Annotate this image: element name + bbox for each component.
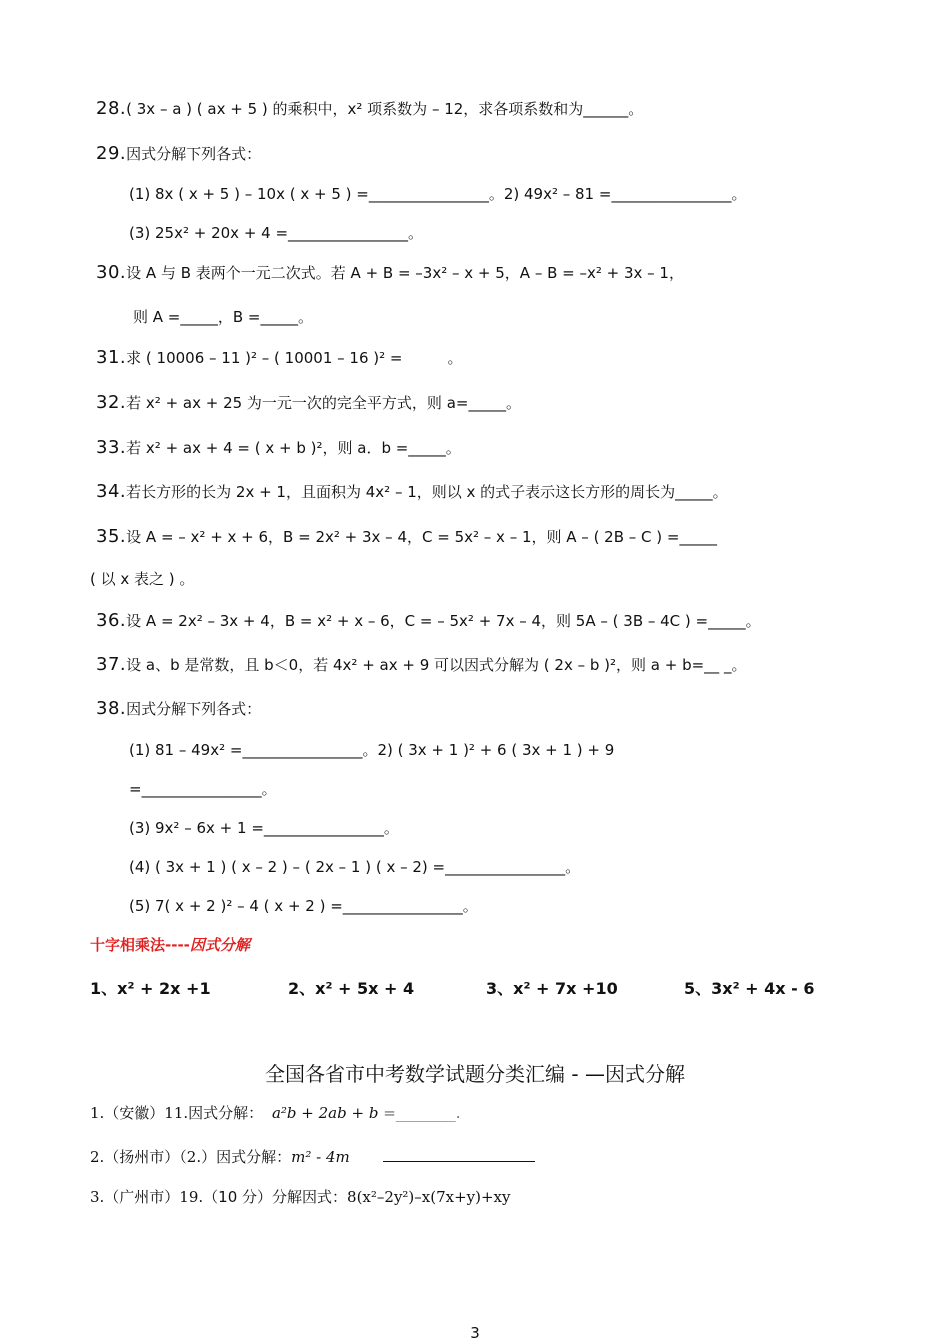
- cross-item-3: 3、x² + 7x +10: [486, 979, 618, 998]
- question-expression: a²b + 2ab + b: [271, 1104, 379, 1122]
- problem-text: 若长方形的长为 2x + 1，且面积为 4x² – 1，则以 x 的式子表示这长方形的周长为_____。: [126, 483, 728, 501]
- section-question-1: [90, 1102, 461, 1124]
- problem-number: 35.: [96, 526, 127, 547]
- problem-text: 因式分解下列各式：: [126, 700, 262, 718]
- problem-text: 若 x² + ax + 25 为一元一次的完全平方式，则 a=_____。: [126, 394, 521, 412]
- problem-text: 求 ( 10006 – 11 )² – ( 10001 – 16 )² = 。: [126, 349, 463, 367]
- problem-number: 36.: [96, 610, 127, 631]
- problem-text: 设 A = 2x² – 3x + 4，B = x² + x – 6，C = – 5x² + 7x – 4，则 5A – ( 3B – 4C ) =_____。: [126, 612, 761, 630]
- problem-33: [96, 437, 461, 459]
- section-question-3: [90, 1186, 511, 1208]
- problem-number: 34.: [96, 481, 127, 502]
- problem-number: 32.: [96, 392, 127, 413]
- question-blank: =________.: [383, 1104, 461, 1122]
- problem-text: 设 A = – x² + x + 6，B = 2x² + 3x – 4，C = 5x² – x – 1，则 A – ( 2B – C ) =_____: [126, 528, 717, 546]
- problem-38-sub-4: (4) ( 3x + 1 ) ( x – 2 ) – ( 2x – 1 ) ( x – 2) =________________。: [129, 858, 581, 876]
- problem-text: ( 3x – a ) ( ax + 5 ) 的乘积中，x² 项系数为 – 12，求各项系数和为______。: [126, 100, 644, 118]
- problem-29-sub-1: (1) 8x ( x + 5 ) – 10x ( x + 5 ) =________________。2) 49x² – 81 =________________。: [129, 185, 747, 203]
- problem-38-sub-5: (5) 7( x + 2 )² – 4 ( x + 2 ) =________________。: [129, 897, 478, 915]
- cross-heading-italic: 因式分解: [189, 936, 250, 954]
- problem-number: 28.: [96, 98, 127, 119]
- question-prefix: 1.（安徽）11.: [90, 1104, 189, 1122]
- question-text: 因式分解：: [216, 1148, 292, 1166]
- problem-31: [96, 347, 462, 369]
- problem-38-sub-3: (3) 9x² – 6x + 1 =________________。: [129, 819, 399, 837]
- problem-text: 因式分解下列各式：: [126, 145, 262, 163]
- problem-37: [96, 654, 746, 676]
- question-prefix: 3.（广州市）19.: [90, 1188, 204, 1206]
- cross-method-heading: [90, 934, 250, 956]
- problem-number: 30.: [96, 262, 127, 283]
- problem-35: [96, 526, 717, 548]
- cross-item-4: 5、3x² + 4x - 6: [684, 979, 815, 998]
- problem-29-sub-3: (3) 25x² + 20x + 4 =________________。: [129, 224, 424, 242]
- problem-30: [96, 262, 684, 284]
- problem-29: [96, 143, 261, 165]
- question-text: 因式分解：: [188, 1104, 264, 1122]
- problem-38: [96, 698, 261, 720]
- question-prefix: 2.（扬州市）（2.）: [90, 1148, 217, 1166]
- problem-30-line-2: 则 A =_____，B =_____。: [133, 308, 313, 326]
- problem-38-sub-1: (1) 81 – 49x² =________________。2) ( 3x + 1 )² + 6 ( 3x + 1 ) + 9: [129, 741, 615, 759]
- problem-text: 设 a、b 是常数，且 b＜0，若 4x² + ax + 9 可以因式分解为 ( 2x – b )²，则 a + b=__ _。: [126, 656, 747, 674]
- page-number: 3: [470, 1324, 480, 1342]
- cross-item-2: 2、x² + 5x + 4: [288, 979, 415, 998]
- problem-34: [96, 481, 728, 503]
- problem-text: 设 A 与 B 表两个一元二次式。若 A + B = –3x² – x + 5，A – B = –x² + 3x – 1，: [126, 264, 684, 282]
- problem-number: 38.: [96, 698, 127, 719]
- question-expression: 8(x²–2y²)–x(7x+y)+xy: [347, 1188, 511, 1206]
- problem-number: 37.: [96, 654, 127, 675]
- problem-38-sub-1-cont: =________________。: [129, 780, 277, 798]
- question-text: （10 分）分解因式：: [203, 1188, 348, 1206]
- problem-text: 若 x² + ax + 4 = ( x + b )²，则 a．b =_____。: [126, 439, 461, 457]
- cross-heading-text: 十字相乘法----: [90, 936, 190, 954]
- question-expression: m² - 4m: [291, 1148, 350, 1166]
- section-title: 全国各省市中考数学试题分类汇编 - —因式分解: [265, 1062, 685, 1086]
- cross-item-1: 1、x² + 2x +1: [90, 979, 211, 998]
- problem-28: [96, 98, 643, 120]
- answer-blank: [383, 1147, 535, 1162]
- problem-32: [96, 392, 521, 414]
- section-question-2: [90, 1146, 535, 1168]
- problem-number: 33.: [96, 437, 127, 458]
- problem-number: 31.: [96, 347, 127, 368]
- problem-number: 29.: [96, 143, 127, 164]
- problem-36: [96, 610, 761, 632]
- problem-35-line-2: ( 以 x 表之 ) 。: [90, 570, 195, 588]
